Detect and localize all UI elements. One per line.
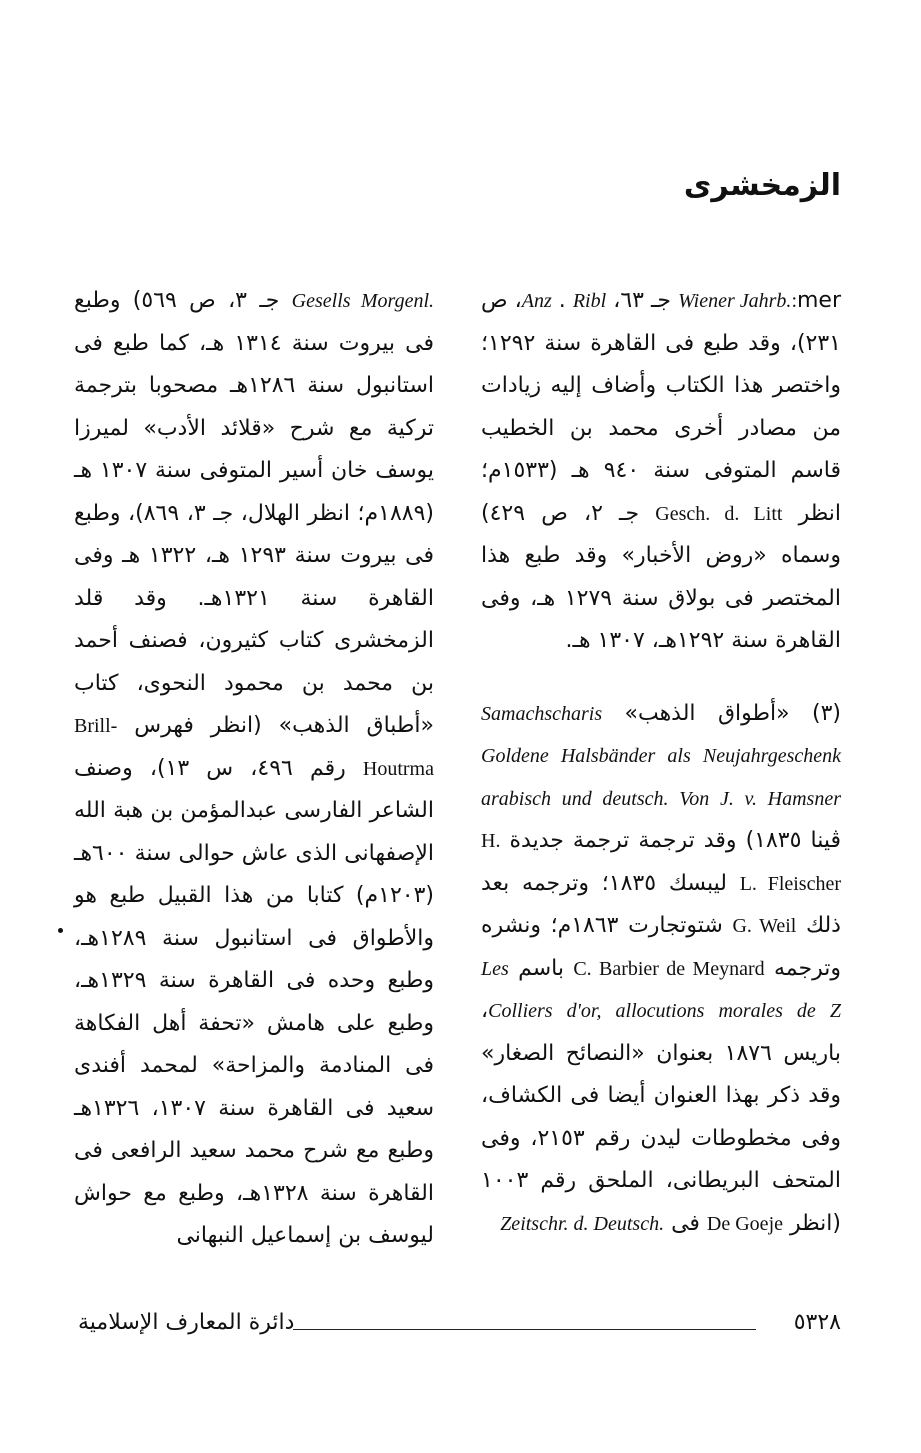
page-footer [78,1310,841,1350]
right-column [481,280,841,1245]
text-run: جـ ٢، ص ٤٢٩) وسماه «روض الأخبار» وقد طبع هذا المختصر فى بولاق سنة ١٢٧٩ هـ، وفى القاهرة سنة ١٢٩٢هـ، ١٣٠٧ هـ. [481,500,841,653]
page-title: الزمخشرى [683,168,841,203]
text-run: ، ص ٢٣١)، وقد طبع فى القاهرة سنة ١٢٩٢؛ واختصر هذا الكتاب وأضاف إليه زيادات من مصادر أخرى محمد بن الخطيب قاسم المتوفى سنة ٩٤٠ هـ (١٥٣٣م؛ انظر [481,288,842,526]
latin-citation: C. Barbier de Meynard [573,957,765,980]
stray-dot [58,928,63,933]
latin-citation: G. Weil [732,915,797,937]
latin-citation: H. L. Fleischer [481,830,842,895]
publication-title: دائرة المعارف الإسلامية [78,1310,295,1335]
text-run: (٣) «أطواق الذهب» [602,700,841,726]
latin-citation: Les Colliers d'or, allocutions morales de Z [481,957,841,1022]
text-run: فى [664,1210,707,1236]
text-run: ليبسك ١٨٣٥؛ وترجمه بعد ذلك [481,870,841,938]
text-run: رقم ٤٩٦، س ١٣)، وصنف الشاعر الفارسى عبدالمؤمن بن هبة الله الإصفهانى الذى عاش حوالى سنة ٦٠٠هـ (١٢٠٣م) كتابا من هذا القبيل طبع هو والأطواق فى استانبول سنة ١٢٨٩هـ، وطبع وحده فى القاهرة سنة ١٣٢٩هـ، وطبع على هامش «تحفة أهل الفكاهة فى المنادمة والمزاحة» لمحمد أفندى سعيد فى القاهرة سنة ١٣٠٧، ١٣٢٦هـ وطبع مع شرح محمد سعيد الرافعى فى القاهرة سنة ١٣٢٨هـ، وطبع مع حواش ليوسف بن إسماعيل النبهانى [74,755,434,1248]
footer-rule [293,1329,756,1330]
text-run: ڤينا ١٨٣٥) وقد ترجمة ترجمة جديدة [500,828,841,853]
text-run: جـ ٣، ص ٥٦٩) وطبع فى بيروت سنة ١٣١٤ هـ، كما طبع فى استانبول سنة ١٢٨٦هـ مصحوبا بترجمة تركية مع شرح «قلائد الأدب» لميرزا يوسف خان أسير المتوفى سنة ١٣٠٧ هـ (١٨٨٩م؛ انظر الهلال، جـ ٣، ٨٦٩)، وطبع فى بيروت سنة ١٢٩٣ هـ، ١٣٢٢ هـ وفى القاهرة سنة ١٣٢١هـ. وقد قلد الزمخشرى كتاب كثيرون، فصنف أحمد بن محمد بن محمود النحوى، كتاب «أطباق الذهب» (انظر فهرس [74,288,435,738]
latin-citation: Ribl [572,290,607,312]
page-number: ٥٣٢٨ [793,1310,841,1335]
text-run: جـ ٦٣، [606,288,679,313]
latin-citation: : [791,290,797,312]
latin-citation: Samachscharis Goldene Halsbänder als Neujahrgeschenk arabisch und deutsch. Von J. v. Hamsner [481,702,841,810]
text-run: . [551,288,573,313]
text-run: شتوتجارت ١٨٦٣م؛ ونشره وترجمه [481,913,841,981]
latin-citation: Gesch. d. Litt [655,502,783,525]
text-run: باسم [508,955,574,981]
latin-citation: Wiener Jahrb. [678,290,792,312]
text-run: mer [797,288,842,313]
text-run: ، باريس ١٨٧٦ بعنوان «النصائح الصغار» وقد ذكر بهذا العنوان أيضا فى الكشاف، وفى مخطوطات ليدن رقم ٢١٥٣، وفى المتحف البريطانى، الملحق رقم ١٠٠٣ (انظر [481,998,841,1236]
right-paragraph-1 [481,280,841,663]
latin-citation: Brill-Houtrma [74,715,434,780]
latin-citation: Zeitschr. d. Deutsch. [500,1212,665,1235]
right-paragraph-2 [481,693,841,1246]
left-column [74,280,434,1258]
latin-citation: Anz [521,290,552,312]
latin-citation: Gesells Morgenl. [291,290,435,312]
left-paragraph-1 [74,280,434,1258]
latin-citation: De Goeje [706,1212,783,1235]
